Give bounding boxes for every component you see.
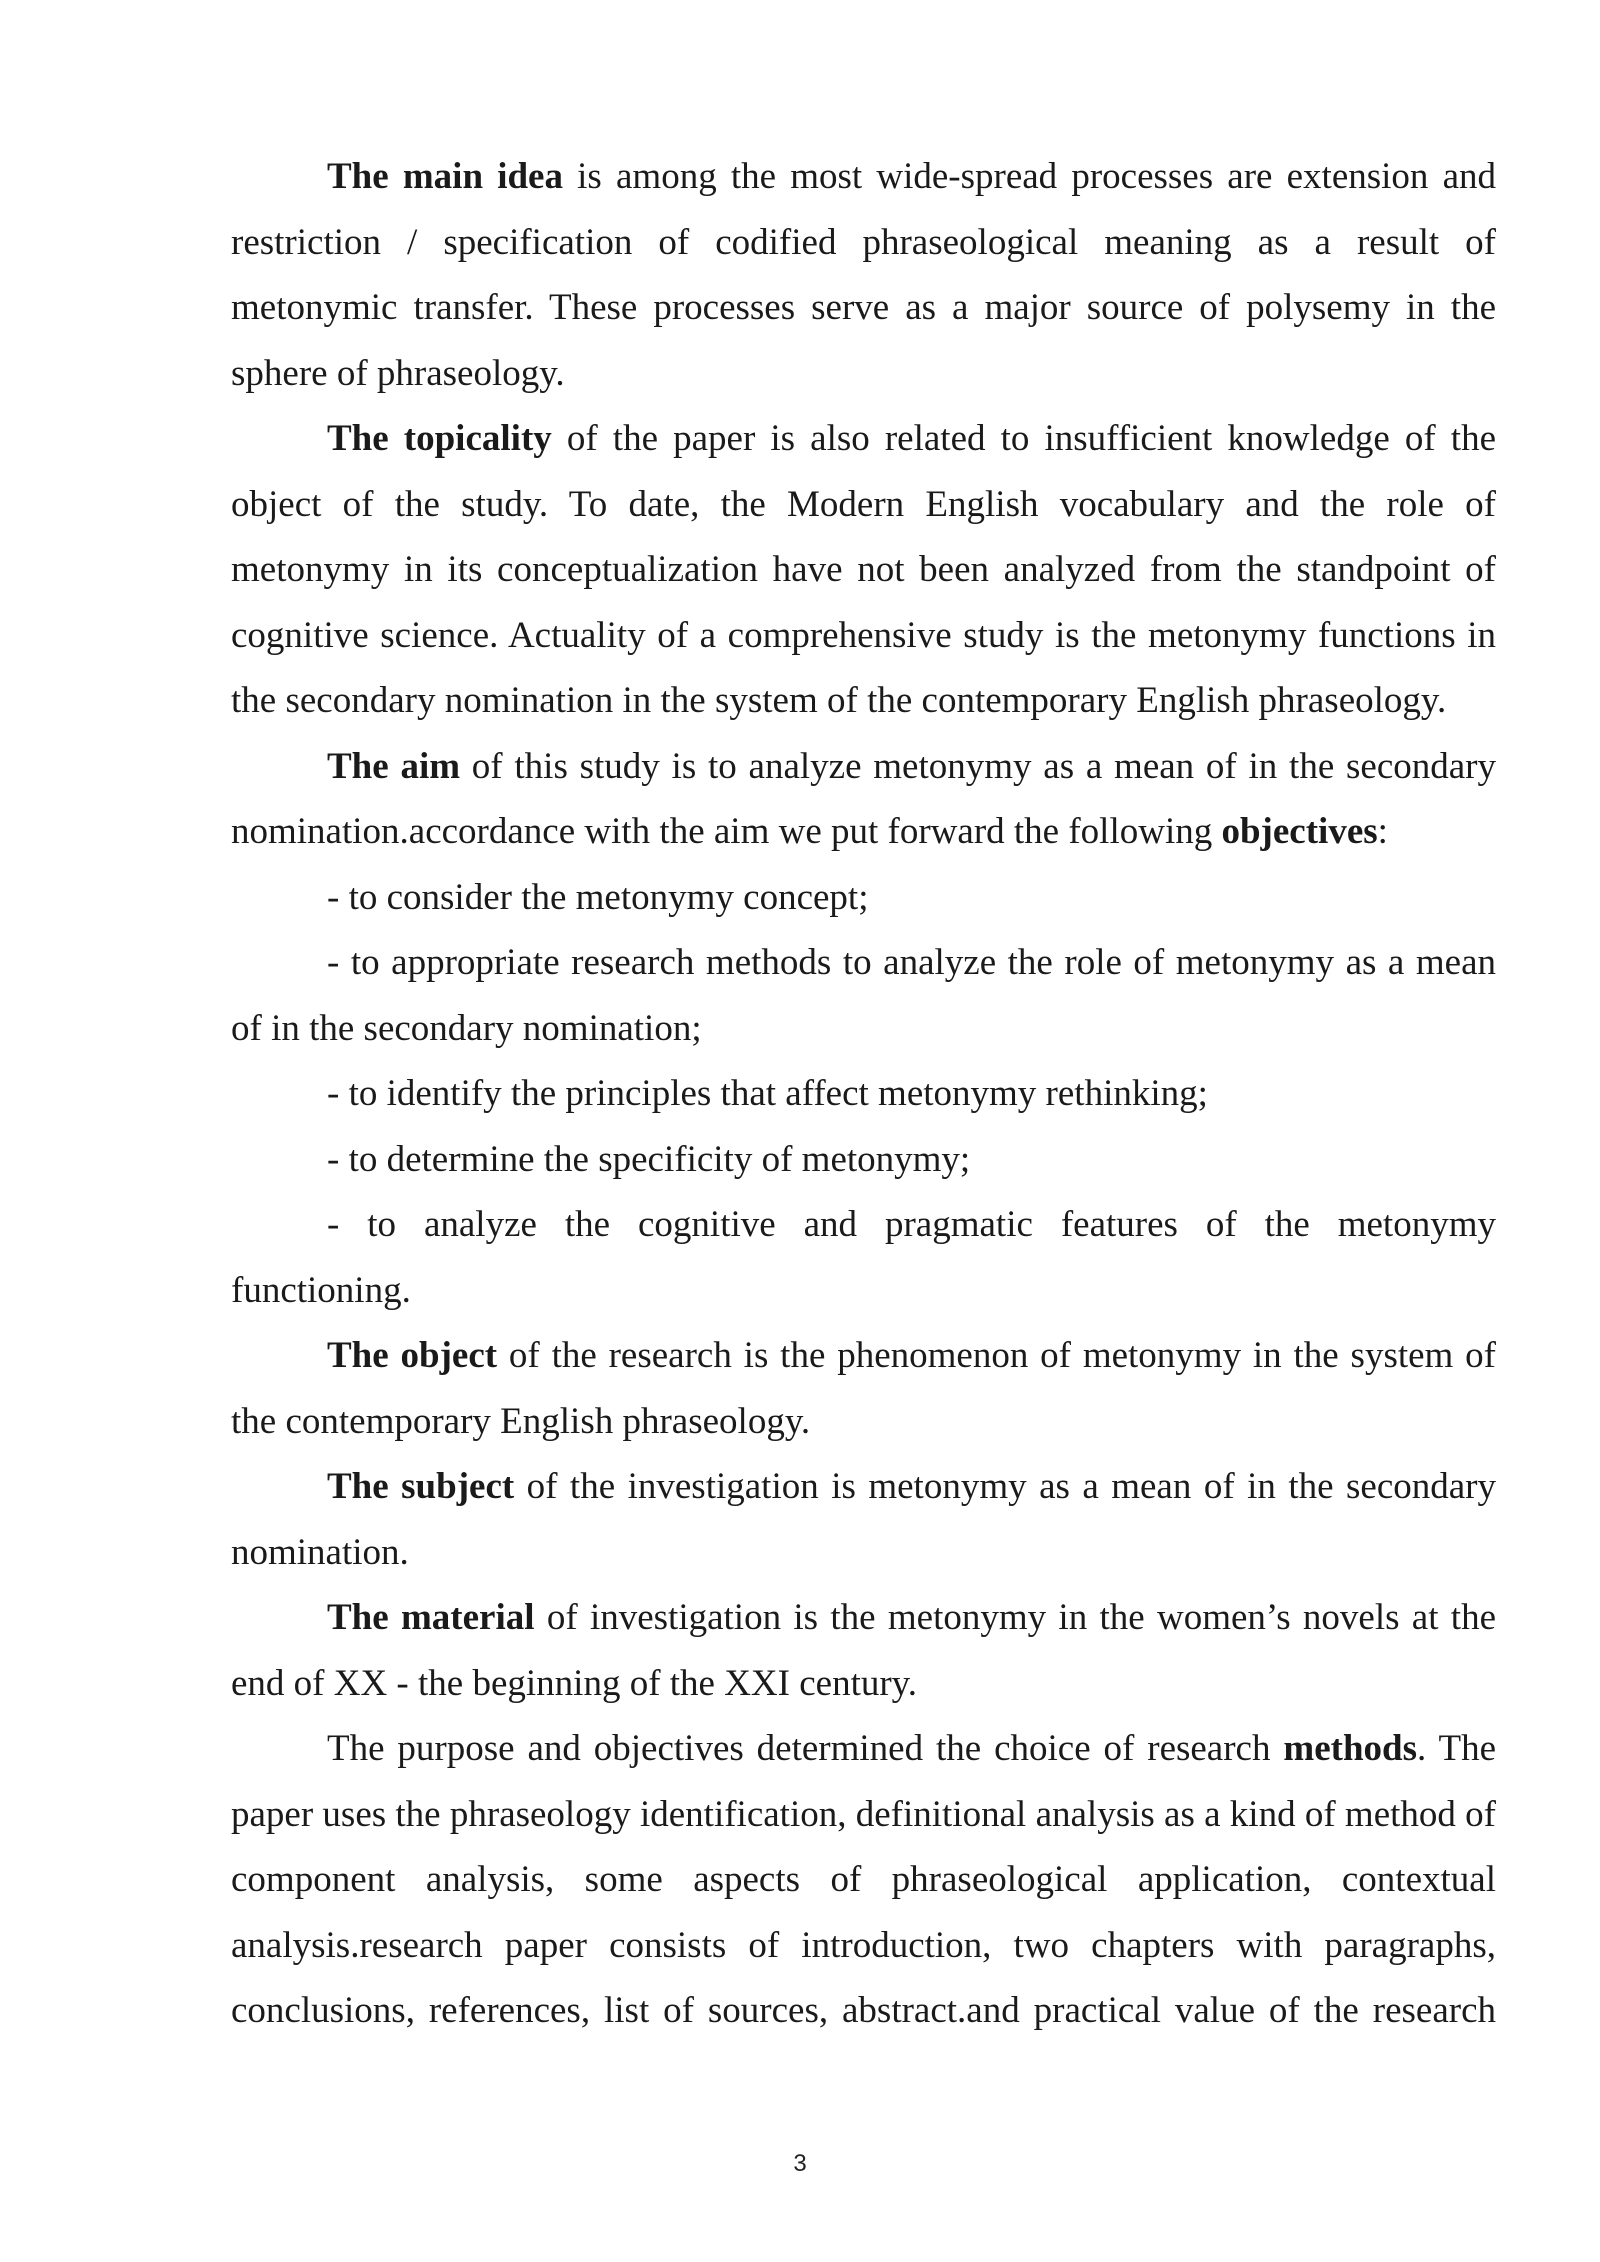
paragraph-text: The purpose and objectives determined the choice of research [327, 1728, 1284, 1769]
objective-item [231, 1192, 1496, 1323]
paragraph-text: is among the most wide-spread processes are extension and restriction / specification of codified phraseological meaning as a result of metonymic transfer. These processes serve as a major source of polysemy in the sphere of phraseology. [231, 156, 1497, 394]
term-aim: The aim [327, 745, 461, 787]
objective-text: - to analyze the cognitive and pragmatic features of the metonymy functioning. [231, 1204, 1496, 1311]
term-object: The object [327, 1335, 498, 1376]
page-number: 3 [793, 2150, 807, 2177]
objective-item [231, 1061, 1496, 1127]
paragraph-topicality [231, 406, 1496, 734]
objective-text: - to identify the principles that affect metonymy rethinking; [327, 1073, 1208, 1114]
paragraph-main-idea [231, 144, 1496, 406]
term-topicality: The topicality [327, 418, 552, 459]
objective-item [231, 930, 1496, 1061]
objective-text: - to determine the specificity of metonymy; [327, 1138, 971, 1180]
objective-item [231, 1127, 1496, 1193]
term-subject: The subject [327, 1466, 515, 1507]
term-material: The material [327, 1597, 535, 1638]
paragraph-text: of investigation is the metonymy in the women’s novels at the end of XX - the beginning of the XXI century. [231, 1597, 1496, 1704]
objective-text: - to appropriate research methods to analyze the role of metonymy as a mean of in the secondary nomination; [231, 942, 1496, 1049]
paragraph-tail: . The paper uses the phraseology identification, definitional analysis as a kind of method of component analysis, some aspects of phraseological application, contextual analysis.research paper consists of introduction, two chapters with paragraphs, conclusions, references, list of sources, abstract.and practical value of the research [231, 1728, 1496, 2031]
term-main-idea: The main idea [327, 156, 563, 197]
objective-text: - to consider the metonymy concept; [327, 876, 869, 918]
paragraph-text: of this study is to analyze metonymy as a mean of in the secondary nomination.accordance with the aim we put forward the following [231, 745, 1496, 852]
paragraph-text: of the investigation is metonymy as a mean of in the secondary nomination. [231, 1466, 1496, 1573]
term-objectives: objectives [1221, 811, 1378, 852]
paragraph-aim [231, 734, 1496, 865]
objective-item [231, 865, 1496, 931]
paragraph-methods [231, 1716, 1496, 2044]
term-methods: methods [1283, 1728, 1417, 1769]
paragraph-object [231, 1323, 1496, 1454]
paragraph-tail: : [1377, 811, 1388, 852]
paragraph-text: of the paper is also related to insufficient knowledge of the object of the study. To date, the Modern English vocabulary and the role of metonymy in its conceptualization have not been analyzed from the standpoint of cognitive science. Actuality of a comprehensive study is the metonymy functions in the secondary nomination in the system of the contemporary English phraseology. [231, 418, 1496, 721]
document-body [231, 144, 1496, 2044]
paragraph-subject [231, 1454, 1496, 1585]
paragraph-material [231, 1585, 1496, 1716]
paragraph-text: of the research is the phenomenon of metonymy in the system of the contemporary English phraseology. [231, 1335, 1496, 1442]
